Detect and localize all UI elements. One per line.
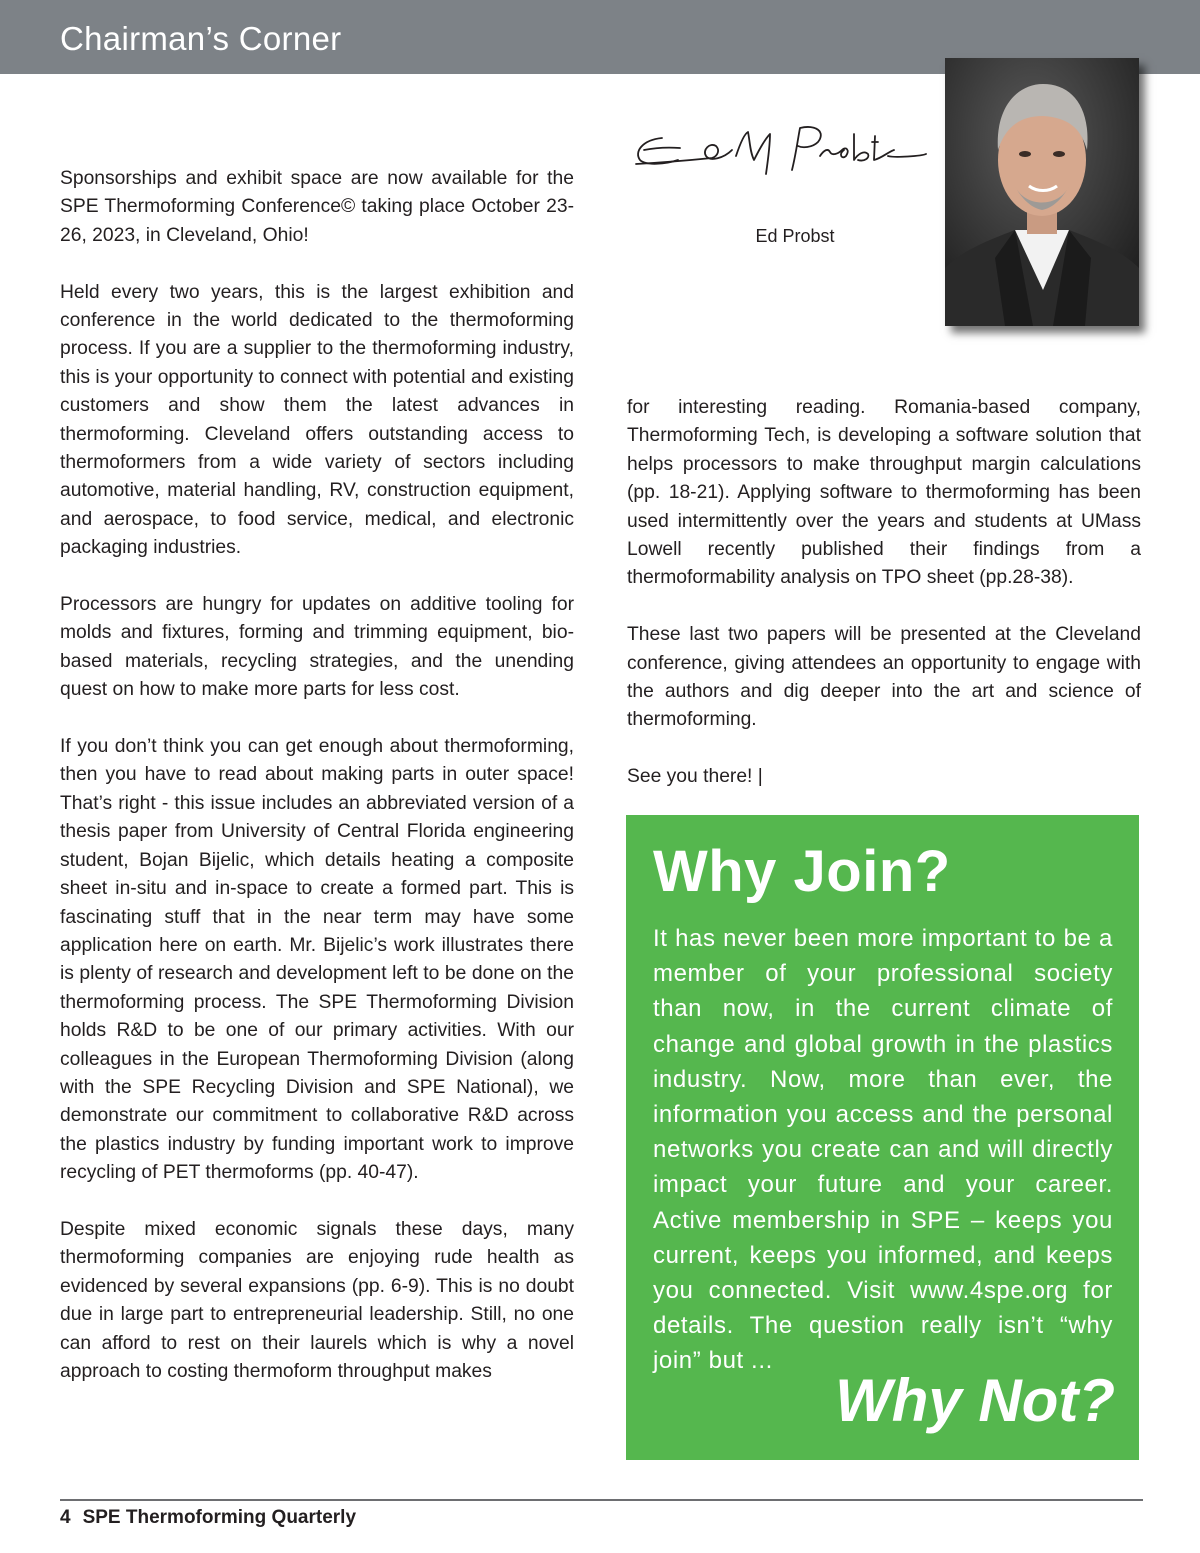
promo-closing: Why Not? (835, 1367, 1115, 1434)
page-title: Chairman’s Corner (60, 20, 342, 57)
paragraph: Held every two years, this is the largest exhibition and conference in the world dedicated to the thermoforming process. If you are a supplier to the thermoforming industry, this is your opportunity to connect with potential and existing customers and show them the latest advances in thermoforming. Cleveland offers outstanding access to thermoformers from a wide variety of sectors including automotive, material handling, RV, construction equipment, and aerospace, to food service, medical, and electronic packaging industries. (60, 281, 574, 559)
paragraph: for interesting reading. Romania-based company, Thermoforming Tech, is developing a software solution that helps processors to make throughput margin calculations (pp. 18-21). Applying software to thermoforming has been used intermittently over the years and students at UMass Lowell recently published their findings from a thermoformability analysis on TPO sheet (pp.28-38). (627, 397, 1141, 589)
promo-title: Why Join? (653, 839, 951, 904)
author-photo (945, 58, 1139, 326)
page-number: 4 (60, 1507, 71, 1528)
footer (60, 1507, 368, 1529)
paragraph: Processors are hungry for updates on additive tooling for molds and fixtures, forming and trimming equipment, bio-based materials, recycling strategies, and the unending quest on how to make more parts for less cost. (60, 594, 574, 701)
promo-body: It has never been more important to be a member of your professional society than now, in the current climate of change and global growth in the plastics industry. Now, more than ever, the information you access and the personal networks you create can and will directly impact your future and your career. Active membership in SPE – keeps you current, keeps you informed, and keeps you connected. Visit www.4spe.org for details. The question really isn’t “why join” but ... (653, 925, 1113, 1375)
why-join-promo (626, 815, 1139, 1460)
right-column (627, 394, 1141, 820)
paragraph: Despite mixed economic signals these days, many thermoforming companies are enjoying rude health as evidenced by several expansions (pp. 6-9). This is no doubt due in large part to entrepreneurial leadership. Still, no one can afford to rest on their laurels which is why a novel approach to costing thermoform throughput makes (60, 1218, 574, 1382)
portrait-image (945, 58, 1139, 326)
author-name: Ed Probst (755, 226, 835, 246)
publication-name: SPE Thermoforming Quarterly (82, 1507, 357, 1528)
paragraph: These last two papers will be presented at the Cleveland conference, giving attendees an opportunity to engage with the authors and dig deeper into the art and science of thermoforming. (627, 624, 1141, 731)
paragraph: Sponsorships and exhibit space are now available for the SPE Thermoforming Conference© taking place October 23-26, 2023, in Cleveland, Ohio! (60, 168, 574, 246)
footer-divider (60, 1499, 1143, 1501)
left-column (60, 165, 574, 1415)
signature-image (632, 120, 928, 190)
paragraph: If you don’t think you can get enough about thermoforming, then you have to read about making parts in outer space! That’s right - this issue includes an abbreviated version of a thesis paper from University of Central Florida engineering student, Bojan Bijelic, which details heating a composite sheet in-situ and in-space to create a formed part. This is fascinating stuff that in the near term may have some application here on earth. Mr. Bijelic’s work illustrates there is plenty of research and development left to be done on the thermoforming process. The SPE Thermoforming Division holds R&D to be one of our primary activities. With our colleagues in the European Thermoforming Division (along with the SPE Recycling Division and SPE National), we demonstrate our commitment to collaborative R&D across the plastics industry by funding important work to improve recycling of PET thermoforms (pp. 40-47). (60, 736, 574, 1184)
paragraph: See you there! | (627, 766, 763, 788)
